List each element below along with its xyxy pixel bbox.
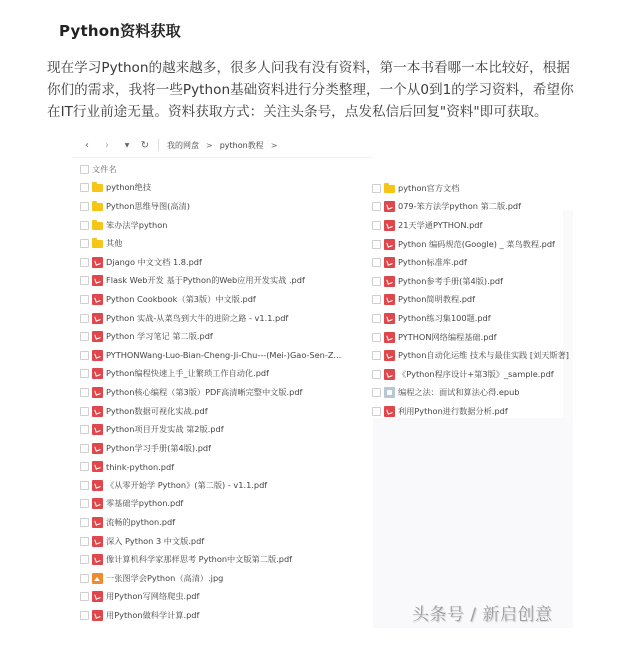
file-name[interactable]: 《从零开始学 Python》(第二版) - v1.1.pdf [106, 479, 268, 490]
file-name[interactable]: 《Python程序设计+第3版》_sample.pdf [398, 368, 554, 379]
breadcrumb-separator: > [206, 140, 213, 150]
file-name[interactable]: Python简明教程.pdf [398, 294, 476, 305]
file-name[interactable]: think-python.pdf [106, 461, 175, 472]
row-checkbox[interactable] [80, 518, 89, 527]
file-name[interactable]: 利用Python进行数据分析.pdf [398, 405, 508, 416]
file-name[interactable]: Python数据可视化实战.pdf [106, 405, 208, 416]
row-checkbox[interactable] [80, 444, 89, 453]
chevron-left-icon[interactable]: ‹ [85, 139, 89, 151]
row-checkbox[interactable] [372, 333, 381, 342]
file-name[interactable]: PYTHON网络编程基础.pdf [398, 331, 497, 342]
folder-icon [92, 184, 103, 192]
file-row[interactable] [372, 384, 569, 403]
row-checkbox[interactable] [80, 407, 89, 416]
row-checkbox[interactable] [372, 351, 381, 360]
file-row[interactable] [372, 346, 569, 365]
row-checkbox[interactable] [80, 295, 89, 304]
pdf-icon [92, 517, 103, 528]
file-row[interactable] [372, 402, 569, 421]
file-row[interactable] [80, 606, 341, 625]
pdf-icon [92, 461, 103, 472]
epub-icon [384, 387, 395, 398]
file-row[interactable] [80, 216, 341, 235]
pdf-icon [384, 276, 395, 287]
row-checkbox[interactable] [372, 407, 381, 416]
folder-icon [384, 185, 395, 193]
file-row[interactable] [372, 272, 569, 291]
file-row[interactable] [80, 383, 341, 402]
row-checkbox[interactable] [80, 183, 89, 192]
pdf-icon [92, 498, 103, 509]
file-name[interactable]: 编程之法：面试和算法心得.epub [398, 387, 520, 398]
file-name[interactable]: 流畅的python.pdf [106, 517, 176, 528]
file-row[interactable] [80, 439, 341, 458]
pdf-icon [384, 369, 395, 380]
navbar-divider [72, 157, 372, 158]
row-checkbox[interactable] [80, 388, 89, 397]
row-checkbox[interactable] [372, 370, 381, 379]
file-name[interactable]: 一张图学会Python（高清）.jpg [106, 572, 224, 583]
pdf-icon [92, 350, 103, 361]
file-name[interactable]: Python编程快速上手_让繁琐工作自动化.pdf [106, 368, 269, 379]
file-name[interactable]: 21天学通PYTHON.pdf [398, 219, 483, 230]
row-checkbox[interactable] [372, 202, 381, 211]
paragraph-line: 在IT行业前途无量。资料获取方式：关注头条号，点发私信后回复"资料"即可获取。 [47, 104, 548, 120]
file-row[interactable] [372, 291, 569, 310]
row-checkbox[interactable] [372, 388, 381, 397]
row-checkbox[interactable] [80, 369, 89, 378]
file-row[interactable] [80, 458, 341, 477]
file-name[interactable]: python绝技 [106, 182, 152, 193]
file-list-left [80, 160, 341, 625]
column-header-row [80, 160, 341, 179]
row-checkbox[interactable] [80, 351, 89, 360]
pdf-icon [384, 332, 395, 343]
file-row[interactable] [80, 588, 341, 607]
pdf-icon [92, 368, 103, 379]
pdf-icon [384, 406, 395, 417]
file-row[interactable] [80, 346, 341, 365]
pdf-icon [384, 313, 395, 324]
file-name[interactable]: 用Python做科学计算.pdf [106, 610, 200, 621]
file-name[interactable]: 像计算机科学家那样思考 Python中文版第二版.pdf [106, 554, 293, 565]
file-name[interactable]: Python核心编程（第3版）PDF高清晰完整中文版.pdf [106, 386, 303, 397]
column-header-filename[interactable]: 文件名 [92, 163, 117, 174]
file-row[interactable] [80, 234, 341, 253]
file-row[interactable] [372, 328, 569, 347]
caret-down-icon[interactable]: ▼ [124, 141, 130, 149]
row-checkbox[interactable] [80, 221, 89, 230]
file-row[interactable] [80, 253, 341, 272]
file-row[interactable] [372, 235, 569, 254]
folder-icon [92, 240, 103, 248]
file-name[interactable]: Python思维导图(高清) [106, 200, 190, 211]
file-row[interactable] [80, 532, 341, 551]
file-name[interactable]: Python标准库.pdf [398, 257, 467, 268]
row-checkbox[interactable] [372, 221, 381, 230]
row-checkbox[interactable] [80, 481, 89, 490]
file-name[interactable]: Python 学习笔记 第二版.pdf [106, 331, 213, 342]
pdf-icon [92, 406, 103, 417]
file-row[interactable] [80, 476, 341, 495]
file-row[interactable] [80, 495, 341, 514]
breadcrumb-separator: > [270, 140, 278, 150]
row-checkbox[interactable] [80, 611, 89, 620]
pdf-icon [384, 239, 395, 250]
pdf-icon [92, 331, 103, 342]
file-name[interactable]: 深入 Python 3 中文版.pdf [106, 535, 205, 546]
pdf-icon [92, 536, 103, 547]
file-name[interactable]: Django 中文文档 1.8.pdf [106, 256, 202, 267]
file-list-right [372, 179, 569, 421]
pdf-icon [92, 275, 103, 286]
file-row[interactable] [80, 290, 341, 309]
file-name[interactable]: Python 编码规范(Google) _ 菜鸟教程.pdf [398, 238, 555, 249]
row-checkbox[interactable] [372, 240, 381, 249]
refresh-icon[interactable]: ↻ [140, 139, 150, 151]
pdf-icon [92, 610, 103, 621]
file-row[interactable] [372, 253, 569, 272]
file-name[interactable]: Flask Web开发 基于Python的Web应用开发实战 .pdf [106, 275, 305, 286]
breadcrumb-my-drive[interactable]: 我的网盘 [167, 140, 199, 150]
pdf-icon [92, 387, 103, 398]
file-row[interactable] [80, 197, 341, 216]
row-checkbox[interactable] [80, 202, 89, 211]
breadcrumb-python-tutorial[interactable]: python教程 [219, 140, 264, 150]
nav-divider [158, 139, 159, 151]
pdf-icon [384, 350, 395, 361]
row-checkbox[interactable] [372, 258, 381, 267]
article-paragraph [47, 57, 607, 123]
row-checkbox[interactable] [80, 499, 89, 508]
row-checkbox[interactable] [372, 295, 381, 304]
file-name[interactable]: Python 实战-从菜鸟到大牛的进阶之路 - v1.1.pdf [106, 312, 289, 323]
file-row[interactable] [80, 402, 341, 421]
file-row[interactable] [80, 420, 341, 439]
file-name[interactable]: 笨办法学python [106, 219, 168, 230]
file-row[interactable] [80, 513, 341, 532]
file-name[interactable]: Python自动化运维 技术与最佳实践 [刘天斯著] [398, 350, 569, 361]
file-row[interactable] [372, 216, 569, 235]
row-checkbox[interactable] [80, 574, 89, 583]
watermark: 头条号 / 新启创意 [412, 605, 553, 625]
file-row[interactable] [80, 327, 341, 346]
pdf-icon [92, 443, 103, 454]
file-name[interactable]: Python参考手册(第4版).pdf [398, 275, 503, 286]
chevron-right-icon[interactable]: › [105, 139, 109, 151]
pdf-icon [384, 220, 395, 231]
row-checkbox[interactable] [80, 592, 89, 601]
pdf-icon [384, 201, 395, 212]
file-row[interactable] [372, 198, 569, 217]
pdf-icon [92, 294, 103, 305]
file-name[interactable]: 079-笨方法学python 第二版.pdf [398, 201, 522, 212]
file-row[interactable] [80, 272, 341, 291]
empty-panel-area [373, 418, 573, 628]
row-checkbox[interactable] [372, 184, 381, 193]
article-title: Python资料获取 [59, 22, 181, 40]
row-checkbox[interactable] [80, 425, 89, 434]
file-name[interactable]: python官方文档 [398, 182, 460, 193]
row-checkbox[interactable] [80, 258, 89, 267]
file-name[interactable]: 其他 [106, 238, 123, 249]
folder-icon [92, 203, 103, 211]
pdf-icon [92, 554, 103, 565]
pdf-icon [384, 294, 395, 305]
file-name[interactable]: Python练习集100题.pdf [398, 312, 491, 323]
file-browser-navbar [80, 136, 284, 154]
row-checkbox[interactable] [80, 239, 89, 248]
row-checkbox[interactable] [80, 276, 89, 285]
row-checkbox[interactable] [372, 277, 381, 286]
file-name[interactable]: Python项目开发实战 第2版.pdf [106, 424, 224, 435]
paragraph-line: 现在学习Python的越来越多，很多人问我有没有资料，第一本书看哪一本比较好，根据 [47, 60, 570, 76]
row-checkbox[interactable] [372, 314, 381, 323]
file-row[interactable] [80, 550, 341, 569]
row-checkbox[interactable] [80, 555, 89, 564]
select-all-checkbox[interactable] [80, 165, 89, 174]
row-checkbox[interactable] [80, 537, 89, 546]
file-name[interactable]: 用Python写网络爬虫.pdf [106, 591, 200, 602]
row-checkbox[interactable] [80, 314, 89, 323]
file-row[interactable] [80, 309, 341, 328]
file-name[interactable]: 零基础学python.pdf [106, 498, 184, 509]
pdf-icon [384, 257, 395, 268]
file-row[interactable] [372, 179, 569, 198]
row-checkbox[interactable] [80, 332, 89, 341]
pdf-icon [92, 313, 103, 324]
pdf-icon [92, 480, 103, 491]
file-name[interactable]: PYTHONWang-Luo-Bian-Cheng-Ji-Chu---(Mei-)Gao-Sen-Z... [106, 350, 342, 361]
file-name[interactable]: Python Cookbook（第3版）中文版.pdf [106, 293, 256, 304]
row-checkbox[interactable] [80, 462, 89, 471]
file-name[interactable]: Python学习手册(第4版).pdf [106, 442, 211, 453]
file-row[interactable] [80, 569, 341, 588]
pdf-icon [92, 424, 103, 435]
file-row[interactable] [80, 179, 341, 198]
pdf-icon [92, 591, 103, 602]
jpg-icon [92, 573, 103, 584]
paragraph-line: 你们的需求，我将一些Python基础资料进行分类整理，一个从0到1的学习资料，希望你 [47, 82, 574, 98]
folder-icon [92, 222, 103, 230]
file-row[interactable] [372, 365, 569, 384]
pdf-icon [92, 257, 103, 268]
file-row[interactable] [80, 365, 341, 384]
file-row[interactable] [372, 309, 569, 328]
